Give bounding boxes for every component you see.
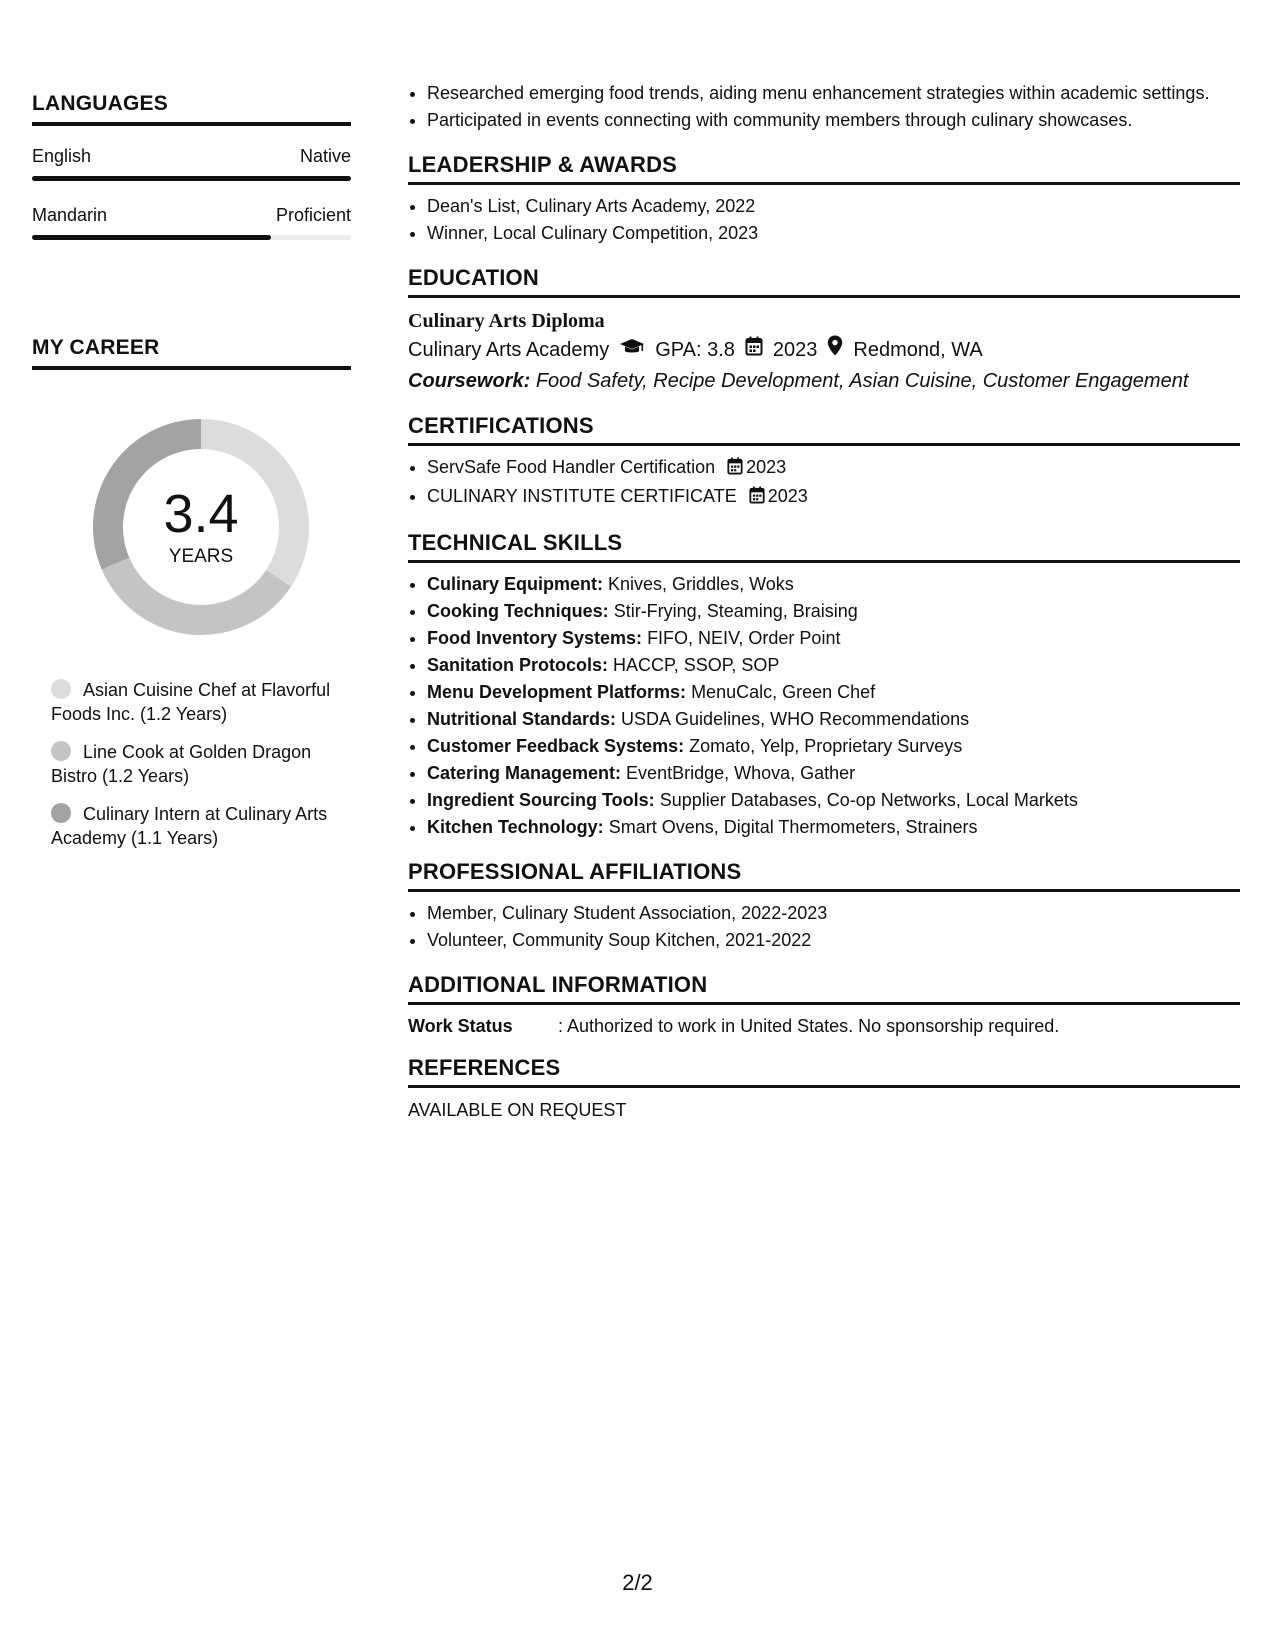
legend-dot-icon — [51, 803, 71, 823]
calendar-icon — [749, 485, 765, 512]
skill-value: Smart Ovens, Digital Thermometers, Strainers — [608, 817, 978, 837]
language-proficiency-fill — [32, 176, 351, 181]
skill-label: Menu Development Platforms: — [427, 682, 687, 702]
additional-title: ADDITIONAL INFORMATION — [408, 972, 1240, 1005]
work-status — [408, 1015, 1240, 1037]
language-proficiency-fill — [32, 235, 271, 240]
certifications-title: CERTIFICATIONS — [408, 413, 1240, 446]
language-name: Mandarin — [32, 205, 108, 225]
career-role-label: Culinary Intern at Culinary Arts Academy (1.1 Years) — [51, 804, 328, 848]
list-item: • Dean's List, Culinary Arts Academy, 2022 — [427, 193, 1240, 220]
education-degree: Culinary Arts Diploma — [408, 310, 605, 332]
skill-value: Knives, Griddles, Woks — [608, 574, 794, 594]
certification-name: CULINARY INSTITUTE CERTIFICATE — [427, 486, 737, 506]
skill-label: Ingredient Sourcing Tools: — [427, 790, 655, 810]
list-item — [427, 706, 1240, 733]
certification-year: 2023 — [746, 457, 787, 477]
language-proficiency-bar — [32, 176, 351, 181]
list-item — [427, 760, 1240, 787]
career-role-label: Asian Cuisine Chef at Flavorful Foods Inc. (1.2 Years) — [51, 680, 331, 724]
list-item — [427, 679, 1240, 706]
skills-list — [408, 571, 1240, 841]
list-item: • Volunteer, Community Soup Kitchen, 2021-2022 — [427, 927, 1240, 954]
certifications-list — [408, 454, 1240, 512]
references-title: REFERENCES — [408, 1055, 1240, 1088]
list-item — [427, 652, 1240, 679]
skill-value: FIFO, NEIV, Order Point — [647, 628, 841, 648]
list-item — [427, 814, 1240, 841]
education-gpa: GPA: 3.8 — [655, 339, 735, 361]
skill-label: Cooking Techniques: — [427, 601, 609, 621]
experience-bullets — [408, 80, 1240, 134]
skill-value: Stir-Frying, Steaming, Braising — [613, 601, 858, 621]
career-legend-item — [51, 678, 341, 726]
career-total-unit: YEARS — [168, 546, 234, 567]
skill-label: Customer Feedback Systems: — [427, 736, 685, 756]
education-year: 2023 — [772, 339, 818, 361]
list-item — [427, 454, 1240, 483]
language-level: Proficient — [275, 205, 351, 225]
career-legend-item — [51, 740, 341, 788]
list-item: • Member, Culinary Student Association, 2022-2023 — [427, 900, 1240, 927]
graduation-cap-icon — [619, 335, 645, 365]
leadership-title: LEADERSHIP & AWARDS — [408, 152, 1240, 185]
coursework-value: Food Safety, Recipe Development, Asian Cuisine, Customer Engagement — [535, 370, 1189, 392]
skill-label: Food Inventory Systems: — [427, 628, 643, 648]
list-item: • Participated in events connecting with community members through culinary showcases. — [427, 107, 1240, 134]
skill-value: Zomato, Yelp, Proprietary Surveys — [689, 736, 963, 756]
references-text: AVAILABLE ON REQUEST — [408, 1100, 627, 1120]
career-role-label: Line Cook at Golden Dragon Bistro (1.2 Years) — [51, 742, 312, 786]
affiliations-title: PROFESSIONAL AFFILIATIONS — [408, 859, 1240, 892]
skill-label: Culinary Equipment: — [427, 574, 604, 594]
education-details — [408, 335, 1240, 365]
education-location: Redmond, WA — [853, 339, 983, 361]
list-item: • Researched emerging food trends, aiding menu enhancement strategies within academic settings. — [427, 80, 1240, 107]
calendar-icon — [727, 456, 743, 483]
list-item — [427, 787, 1240, 814]
legend-dot-icon — [51, 741, 71, 761]
work-status-value: : Authorized to work in United States. No sponsorship required. — [558, 1016, 1060, 1036]
list-item — [427, 571, 1240, 598]
skill-value: USDA Guidelines, WHO Recommendations — [621, 709, 970, 729]
skill-label: Nutritional Standards: — [427, 709, 617, 729]
language-level: Native — [299, 146, 351, 166]
career-legend-item — [51, 802, 341, 850]
skill-label: Kitchen Technology: — [427, 817, 604, 837]
main-column — [408, 80, 1240, 1121]
list-item: • Winner, Local Culinary Competition, 2023 — [427, 220, 1240, 247]
language-name: English — [32, 146, 92, 166]
career-heading: MY CAREER — [32, 336, 351, 370]
work-status-label: Work Status — [408, 1016, 513, 1036]
language-item — [32, 146, 351, 181]
language-proficiency-bar — [32, 235, 351, 240]
list-item — [427, 625, 1240, 652]
affiliations-list — [408, 900, 1240, 954]
list-item — [427, 598, 1240, 625]
calendar-icon — [745, 335, 763, 365]
languages-section — [32, 92, 351, 240]
skill-label: Sanitation Protocols: — [427, 655, 609, 675]
leadership-list — [408, 193, 1240, 247]
language-item — [32, 205, 351, 240]
skill-value: Supplier Databases, Co-op Networks, Local Markets — [659, 790, 1078, 810]
education-school: Culinary Arts Academy — [408, 339, 610, 361]
certification-year: 2023 — [767, 486, 808, 506]
career-section — [32, 336, 351, 864]
legend-dot-icon — [51, 679, 71, 699]
languages-heading: LANGUAGES — [32, 92, 351, 126]
list-item — [427, 733, 1240, 760]
education-title: EDUCATION — [408, 265, 1240, 298]
list-item — [427, 483, 1240, 512]
skill-value: HACCP, SSOP, SOP — [613, 655, 780, 675]
career-total-value: 3.4 — [163, 484, 239, 544]
certification-name: ServSafe Food Handler Certification — [427, 457, 716, 477]
skill-value: EventBridge, Whova, Gather — [626, 763, 856, 783]
skill-label: Catering Management: — [427, 763, 622, 783]
career-donut-chart — [86, 412, 316, 642]
coursework-label: Coursework: — [408, 370, 531, 392]
location-pin-icon — [827, 335, 843, 365]
education-coursework — [408, 365, 1240, 397]
skill-value: MenuCalc, Green Chef — [691, 682, 876, 702]
career-legend — [32, 678, 351, 850]
skills-title: TECHNICAL SKILLS — [408, 530, 1240, 563]
page-number: 2/2 — [622, 1570, 653, 1595]
